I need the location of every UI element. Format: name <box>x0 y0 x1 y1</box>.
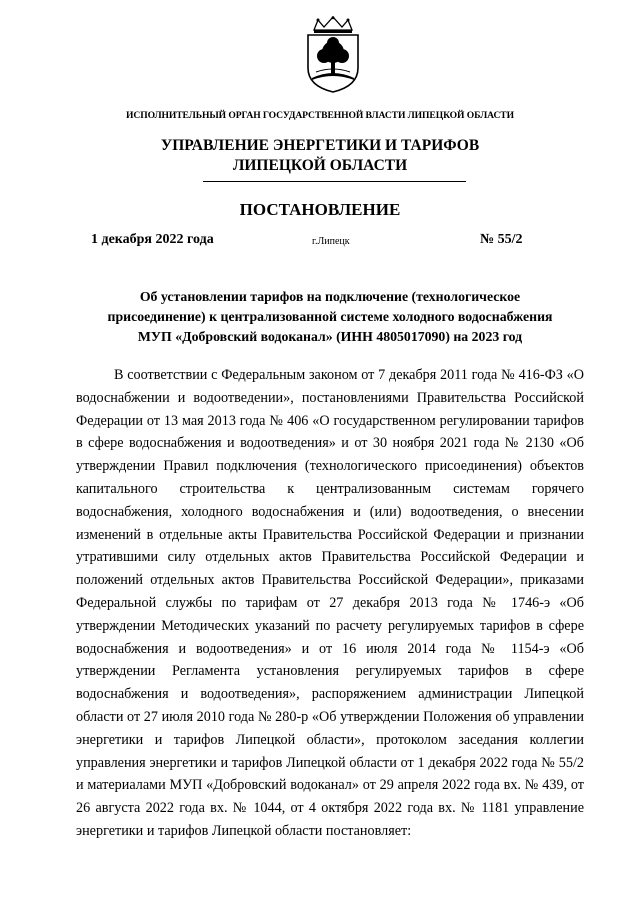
document-date: 1 декабря 2022 года <box>91 232 214 247</box>
organization-name: ИСПОЛНИТЕЛЬНЫЙ ОРГАН ГОСУДАРСТВЕННОЙ ВЛАСТИ ЛИПЕЦКОЙ ОБЛАСТИ <box>126 110 514 121</box>
department-line-2: ЛИПЕЦКОЙ ОБЛАСТИ <box>232 157 408 174</box>
document-body-paragraph: В соответствии с Федеральным законом от 7 декабря 2011 года № 416-ФЗ «О водоснабжении и водоотведении», постановлениями Правительства Российской Федерации от 13 мая 2013 года № 406 «О государственном регулировании тарифов в сфере водоснабжения и водоотведения» и от 30 ноября 2021 года № 2130 «Об утверждении Правил подключения (технологического присоединения) объектов капитального строительства к централизованным системам горячего водоснабжения, холодного водоснабжения и (или) водоотведения, о внесении изменений в отдельные акты Правительства Российской Федерации и признании утратившими силу отдельных актов Правительства Российской Федерации и положений отдельных актов Правительства Российской Федерации», приказами Федеральной службы по тарифам от 27 декабря 2013 года № 1746-э «Об утверждении Методических указаний по расчету регулируемых тарифов в сфере водоснабжения и водоотведения» и от 16 июля 2014 года № 1154-э «Об утверждении Регламента установления регулируемых тарифов в сфере водоснабжения и водоотведения», распоряжением администрации Липецкой области от 27 июля 2010 года № 280-р «Об утверждении Положения об управлении энергетики и тарифов Липецкой области», протоколом заседания коллегии управления энергетики и тарифов Липецкой области от 1 декабря 2022 года № 55/2 и материалами МУП «Добровский водоканал» от 29 апреля 2022 года вх. № 439, от 26 августа 2022 года вх. № 1044, от 4 октября 2022 года вх. № 1181 управление энергетики и тарифов Липецкой области постановляет: <box>76 367 584 839</box>
document-city: г.Липецк <box>312 236 350 247</box>
document-subject: Об установлении тарифов на подключение (технологическое присоединение) к централизованной системе холодного водоснабжения МУП «Добровский водоканал» (ИНН 4805017090) на 2023 год <box>107 289 553 344</box>
department-line-1: УПРАВЛЕНИЕ ЭНЕРГЕТИКИ И ТАРИФОВ <box>160 137 480 154</box>
document-type: ПОСТАНОВЛЕНИЕ <box>239 200 401 219</box>
document-number: № 55/2 <box>480 232 523 247</box>
header-divider <box>203 181 466 182</box>
department-name <box>0 136 640 176</box>
lipetsk-coat-of-arms-icon <box>302 16 364 94</box>
